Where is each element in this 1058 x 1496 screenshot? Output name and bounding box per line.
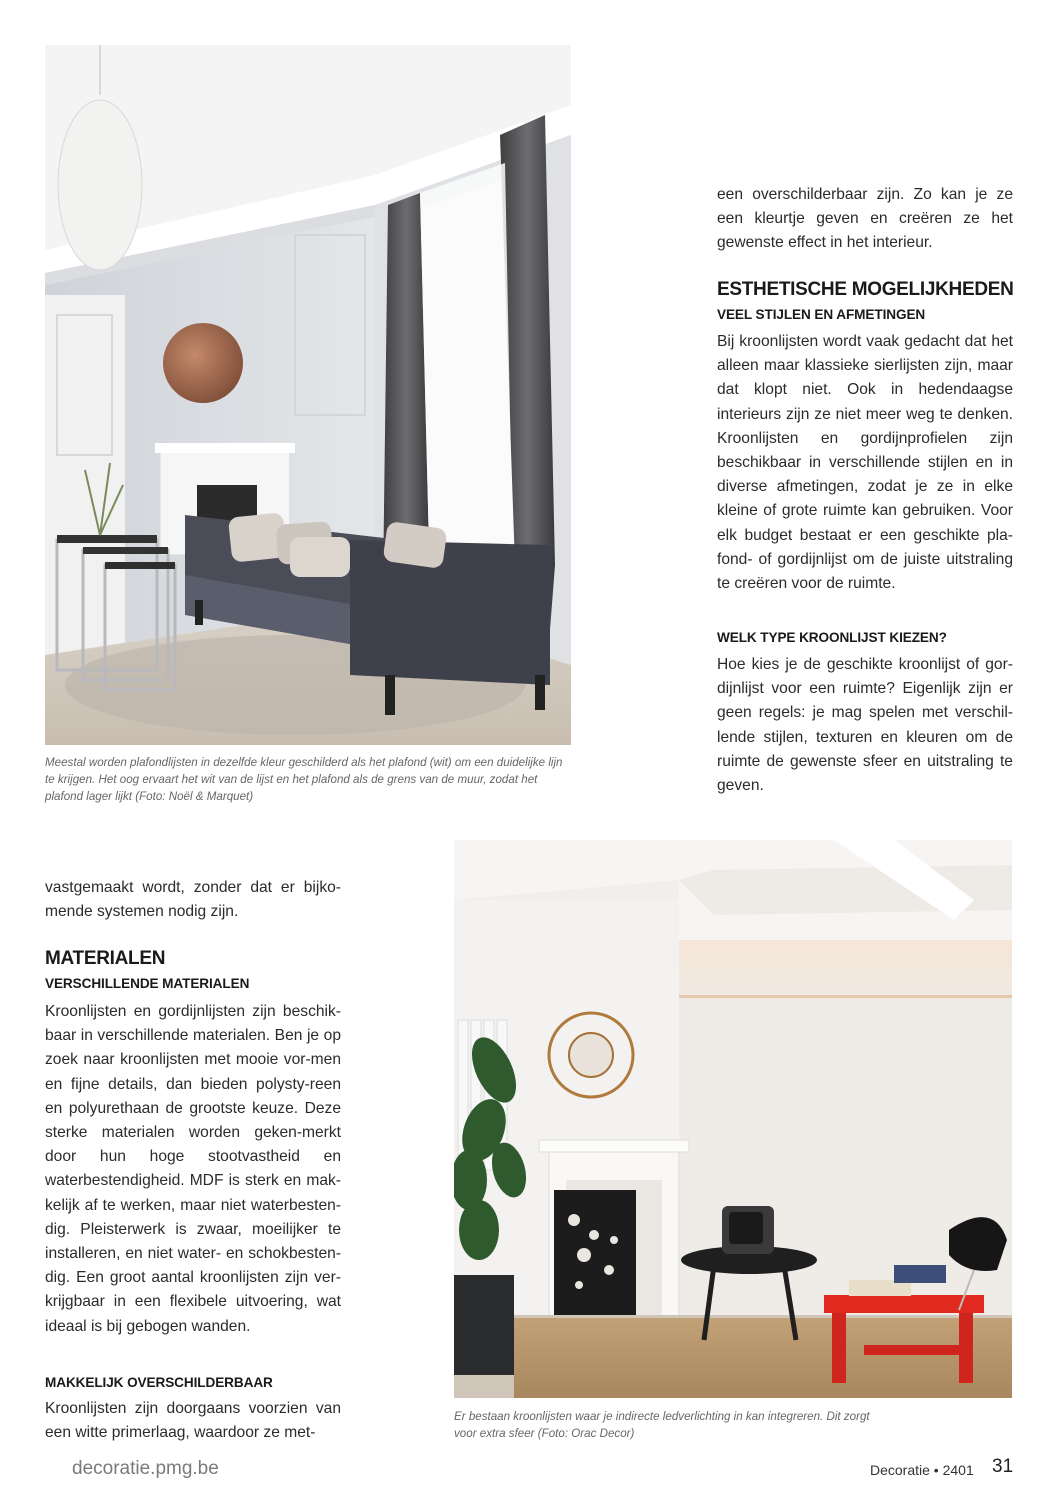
photo-living-room [45, 45, 571, 745]
paragraph-veel-stijlen: Bij kroonlijsten wordt vaak gedacht dat het alleen maar klassieke sierlijsten zijn, maar dat klopt niet. Ook in hedendaagse interieurs zijn ze niet meer weg te denken. Kroonlijsten en gordijnprofielen zijn beschikbaar in verschillende stijlen en in diverse afmetingen, zodat je ze in elke kleine of grote ruimte kan gebruiken. Voor elk budget bestaat er een geschikte pla-fond- of gordijnlijst om de juiste uitstraling te creëren voor de ruimte. [717, 333, 1013, 593]
subheading-veel-stijlen: VEEL STIJLEN EN AFMETINGEN [717, 307, 926, 322]
heading-esthetische-mogelijkheden: ESTHETISCHE MOGELIJKHEDEN [717, 279, 1014, 300]
paragraph-materialen: Kroonlijsten en gordijnlijsten zijn beschik-baar in verschillende materialen. Ben je op zoek naar kroonlijsten met mooie vor-men en fijne details, dan bieden polysty-reen en polyurethaan de grootste keuze. Deze sterke materialen worden geken-merkt door hun hoge stootvastheid en waterbestendigheid. MDF is sterk en mak-kelijk af te werken, maar niet waterbesten-dig. Pleisterwerk is zwaar, moeilijker te installeren, en niet water- en schokbesten-dig. Een groot aantal kroonlijsten zijn ver-krijgbaar in een flexibele uitvoering, wat ideaal is bij gebogen wanden. [45, 1003, 341, 1335]
photo-led-cornice-room [454, 840, 1012, 1398]
footer-website-link[interactable]: decoratie.pmg.be [72, 1458, 219, 1479]
footer-page-number: 31 [992, 1456, 1014, 1477]
continuation-text-right: een overschilderbaar zijn. Zo kan je ze een kleurtje geven en creëren ze het gewenste effect in het interieur. [717, 186, 1013, 252]
footer-magazine-issue: Decoratie • 2401 [870, 1462, 974, 1478]
subheading-welk-type: WELK TYPE KROONLIJST KIEZEN? [717, 630, 947, 645]
living-room-illustration [45, 45, 571, 745]
paragraph-overschilderbaar: Kroonlijsten zijn doorgaans voorzien van een witte primerlaag, waardoor ze met- [45, 1400, 341, 1442]
subheading-makkelijk-overschilderbaar: MAKKELIJK OVERSCHILDERBAAR [45, 1375, 273, 1390]
continuation-text-left: vastgemaakt wordt, zonder dat er bijko-mende systemen nodig zijn. [45, 879, 341, 921]
caption-bottom-photo: Er bestaan kroonlijsten waar je indirecte ledverlichting in kan integreren. Dit zorgt voor extra sfeer (Foto: Orac Decor) [454, 1410, 870, 1440]
paragraph-welk-type: Hoe kies je de geschikte kroonlijst of gor-dijnlijst voor een ruimte? Eigenlijk zijn er geen regels: je mag spelen met verschil-lende stijlen, texturen en kleuren om de ruimte de gewenste sfeer en uitstraling te geven. [717, 656, 1013, 795]
subheading-verschillende-materialen: VERSCHILLENDE MATERIALEN [45, 976, 250, 991]
caption-top-photo: Meestal worden plafondlijsten in dezelfde kleur geschilderd als het plafond (wit) om een duidelijke lijn te krijgen. Het oog ervaart het wit van de lijst en het plafond als de grens van de muur, zodat het plafond lager lijkt (Foto: Noël & Marquet) [45, 756, 563, 803]
heading-materialen: MATERIALEN [45, 948, 166, 969]
led-room-illustration [454, 840, 1012, 1398]
